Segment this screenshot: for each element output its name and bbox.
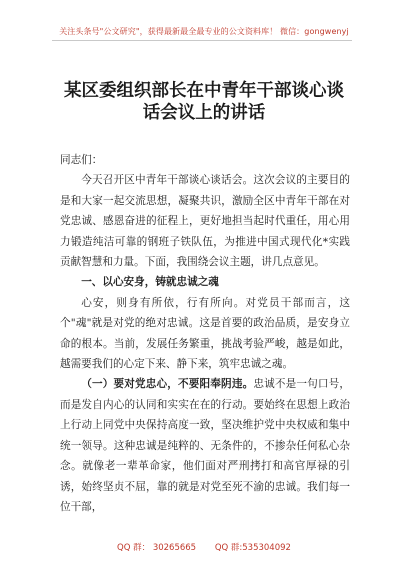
section-heading-1: 一、以心安身，铸就忠诚之魂 [81, 276, 219, 289]
footer-qq-group-2: QQ 群:535304092 [214, 543, 291, 553]
header-note: 关注头条号"公文研究"，获得最新最全最专业的公文资料库！ 微信：gongwenyj [59, 27, 349, 36]
document-title: 某区委组织部长在中青年干部谈心谈话会议上的讲话 [64, 81, 344, 123]
section-1-paragraph: 心安，则身有所依，行有所向。对党员干部而言，这个"魂"就是对党的绝对忠诚。这是首要的政治品质，是安身立命的根本。当前，发展任务繁重，挑战考验严峻，越是如此，越需要我们的心定下来、静下来，筑牢忠诚之魂。 [60, 296, 350, 371]
subsection-1-text: 忠诚不是一句口号，而是发自内心的认同和实实在在的行动。要始终在思想上政治上行动上同党中央保持高度一致，坚决维护党中央权威和集中统一领导。这种忠诚是纯粹的、无条件的，不掺杂任何私心杂念。就像老一辈革命家，他们面对严刑拷打和高官厚禄的引诱，始终坚贞不屈，靠的就是对党至死不渝的忠诚。我们每一位干部， [60, 378, 351, 513]
salutation: 同志们： [60, 154, 103, 166]
intro-paragraph: 今天召开区中青年干部谈心谈话会。这次会议的主要目的是和大家一起交流思想，凝聚共识，激励全区中青年干部在对党忠诚、感恩奋进的征程上，更好地担当起时代重任，用心用力锻造纯洁可靠的钢班子铁队伍，为推进中国式现代化*实践贡献智慧和力量。下面，我围绕会议主题，讲几点意见。 [60, 174, 350, 269]
subsection-1-paragraph [60, 374, 350, 517]
subsection-heading-1: （一）要对党忠心，不要阳奉阴违。 [81, 378, 254, 391]
footer-qq-group-1: QQ 群： 30265665 [117, 543, 197, 553]
header-divider [52, 40, 352, 41]
footer [0, 541, 408, 553]
document-body [60, 150, 350, 517]
